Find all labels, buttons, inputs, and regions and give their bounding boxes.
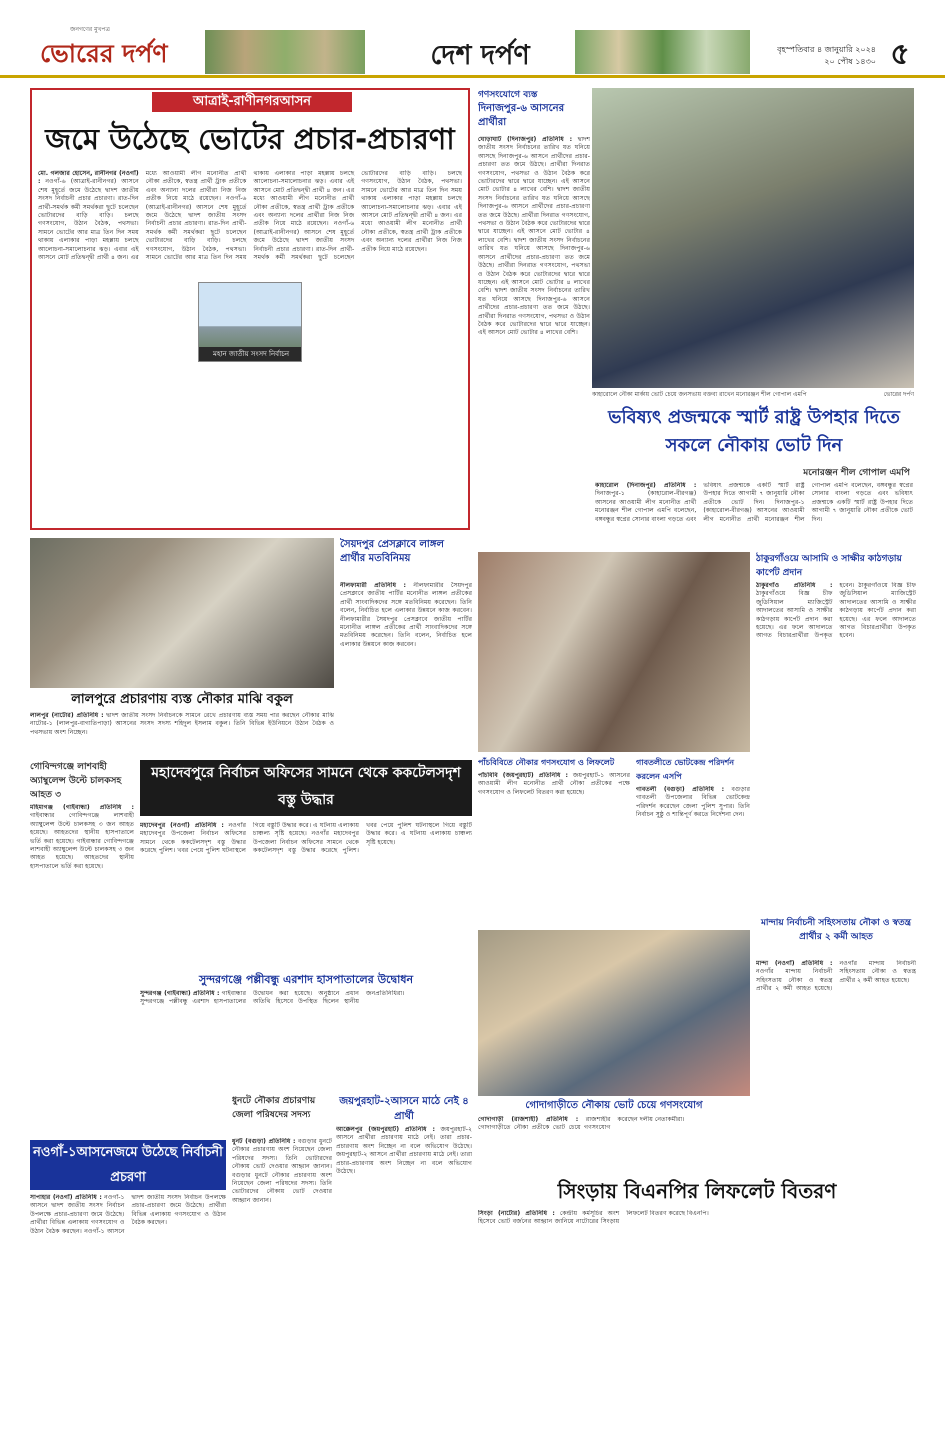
mohadevpur-body [140, 822, 472, 970]
dhunat-body [232, 1138, 332, 1442]
lead-byline: মো. গলজার হোসেন, রানীনগর (নওগাঁ) : [38, 170, 139, 186]
header-photo-strip-right [575, 30, 750, 74]
thakurgaon-byline: ঠাকুরগাঁও প্রতিনিধি : [756, 582, 833, 589]
manda-byline: মান্দা (নওগাঁ) প্রতিনিধি : [756, 960, 833, 967]
story-dinajpur6-text4: দ্বাদশ জাতীয় সংসদ নির্বাচনের তারিখ যত ঘনিয়ে আসছে দিনাজপুর-৬ আসনে প্রার্থীদের প্রচার-প্রচারণা তত জমে উঠছে। প্রার্থীরা দিনরাত গণসংযোগ, পথসভা ও উঠান বৈঠক করে ভোটারদের দ্বারে দ্বারে যাচ্ছেন। এই আসনে মোট ভোটার ৪ লাখের বেশি। [478, 287, 590, 337]
mohadevpur-byline: মহাদেবপুর (নওগাঁ) প্রতিনিধি : [140, 822, 224, 829]
lead-headline: জমে উঠেছে ভোটের প্রচার-প্রচারণা [45, 122, 455, 156]
saidpur-body-text2: নীলফামারীর সৈয়দপুর প্রেসক্লাবে জাতীয় পার্টির মনোনীত লাঙ্গল প্রতীকের প্রার্থী সাংবাদিকদের সঙ্গে মতবিনিময় করেছেন। তিনি বলেন, নির্বাচিত হলে এলাকার উন্নয়নে কাজ করবেন। [340, 615, 472, 648]
lalpur-photo [30, 538, 334, 688]
naogaon1-headline: নওগাঁ-১আসনেজমে উঠেছে নির্বাচনী প্রচরণা [30, 1140, 226, 1190]
gobindaganj-byline: মহিমাগঞ্জ (গাইবান্ধা) প্রতিনিধি : [30, 804, 134, 811]
story-dinajpur6 [478, 88, 590, 528]
campaign-rally-photo [592, 88, 914, 388]
logo-tagline: জনগণের মুখপত্র [70, 26, 110, 33]
panchbibi-headline: পাঁচবিবিতে নৌকার গণসংযোগ ও লিফলেট [478, 758, 615, 767]
feature-body-text2: দিনাজপুর-১ (কাহারোল-বীরগঞ্জ) আসনের আওয়ামী লীগ মনোনীত প্রার্থী মনোরঞ্জন শীল গোপাল এমপি বলেছেন, বঙ্গবন্ধুর স্বপ্নের সোনার বাংলা গড়তে এবং ভবিষ্যৎ প্রজন্মকে একটি স্মার্ট রাষ্ট্র উপহার দিতে আগামী ৭ জানুয়ারি নৌকা প্রতীকে ভোট দিন। [703, 482, 913, 523]
singra-headline: সিংড়ায় বিএনপির লিফলেট বিতরণ [557, 1179, 837, 1203]
naogaon1-body [30, 1194, 226, 1440]
dhunat-story [232, 1094, 332, 1442]
manda-body-text2: নওগাঁর মান্দায় নির্বাচনী সহিংসতায় নৌকা ও স্বতন্ত্র প্রার্থীর ২ কর্মী আহত হয়েছে। [839, 960, 916, 984]
thakurgaon-body-text: ঠাকুরগাঁওয়ে বিজ্ঞ চীফ জুডিসিয়াল ম্যাজিস্ট্রেট আদালতের আসামি ও সাক্ষীর কাঠগড়ায় কার্পেট প্রদান করা হয়েছে। এর ফলে আদালতে আগত বিচারপ্রার্থীরা উপকৃত হবেন। [756, 582, 855, 640]
dhunat-byline: ধুনট (বগুড়া) প্রতিনিধি : [232, 1138, 296, 1145]
gobindaganj-story [30, 760, 134, 1136]
godagari-body-text: রাজশাহীর গোদাগাড়ীতে নৌকা প্রতীকে ভোট চেয়ে গণসংযোগ করেছেন দলীয় নেতাকর্মীরা। [478, 1116, 685, 1132]
sundarganj-body [140, 990, 472, 1092]
thakurgaon-body-text2: ঠাকুরগাঁওয়ে বিজ্ঞ চীফ জুডিসিয়াল ম্যাজিস্ট্রেট আদালতের আসামি ও সাক্ষীর কাঠগড়ায় কার্পেট প্রদান করা হয়েছে। এর ফলে আদালতে আগত বিচারপ্রার্থীরা উপকৃত হবেন। [839, 582, 916, 640]
naogaon1-body-text: নওগাঁ-১ আসনে দ্বাদশ জাতীয় সংসদ নির্বাচন উপলক্ষে প্রচার-প্রচারণা জমে উঠেছে। প্রার্থীরা বিভিন্ন এলাকায় গণসংযোগ ও উঠান বৈঠক করছেন। [30, 1194, 125, 1235]
header-photo-strip-left [205, 30, 365, 74]
joypurhat-byline: আক্কেলপুর (জয়পুরহাট) প্রতিনিধি : [336, 1126, 435, 1133]
singra-byline: সিংড়া (নাটোর) প্রতিনিধি : [478, 1210, 555, 1217]
manda-story [756, 916, 916, 1216]
sundarganj-body-text: গাইবান্ধার সুন্দরগঞ্জে পল্লীবন্ধু এরশাদ হাসপাতালের উদ্বোধন করা হয়েছে। অনুষ্ঠানে প্রধান অতিথি হিসেবে উপস্থিত ছিলেন স্থানীয় জনপ্রতিনিধিরা। [140, 990, 405, 1006]
story-dinajpur6-headline: দিনাজপুর-৬ আসনের প্রার্থীরা [478, 103, 565, 128]
campaign-rally-photo-caption: কাহারোলে নৌকা মার্কায় ভোট চেয়ে জনসভায় বক্তব্য রাখেন মনোরঞ্জন শীল গোপাল এমপি [592, 391, 807, 398]
masthead [0, 0, 945, 78]
joypurhat-body [336, 1126, 472, 1442]
lead-story-box [30, 88, 470, 530]
manda-headline: মান্দায় নির্বাচনী সহিংসতায় নৌকা ও স্বতন্ত্র প্রার্থীর ২ কর্মী আহত [760, 918, 912, 942]
saidpur-byline: নীলফামারী প্রতিনিধি : [340, 582, 407, 589]
singra-body-text: কেন্দ্রীয় কর্মসূচির অংশ হিসেবে ভোট বর্জনের আহ্বান জানিয়ে নাটোরের সিংড়ায় লিফলেট বিতরণ করেছে বিএনপি। [478, 1210, 709, 1226]
lalpur-byline: লালপুর (নাটোর) প্রতিনিধি : [30, 712, 104, 719]
godagari-caption: গোদাগাড়ীতে নৌকায় ভোট চেয়ে গণসংযোগ [525, 1100, 703, 1111]
thakurgaon-story [756, 552, 916, 912]
lead-body-part1: নওগাঁ-৬ (আত্রাই-রানীনগর) আসনে শেষ মুহূর্তে জমে উঠেছে দ্বাদশ জাতীয় সংসদ নির্বাচনী প্রচার প্রচারণা। রাত-দিন প্রার্থী-সমর্থক কর্মী সমর্থকরা ছুটে চলেছেন ভোটারদের বাড়ি বাড়ি। চলছে গণসংযোগ, উঠান বৈঠক, পথসভা। সামনে ভোটের আর মাত্র তিন দিন সময় থাকায় এলাকার পাড়া মহল্লায় চলছে আলোচনা-সমালোচনার ঝড়। এবার এই আসনে মোট প্রতিদ্বন্দ্বী প্রার্থী ৪ জন। এর মধ্যে আওয়ামী লীগ মনোনীত প্রার্থী নৌকা প্রতীকে, স্বতন্ত্র প্রার্থী ট্রাক প্রতীকে এবং অন্যান্য দলের প্রার্থীরা নিজ নিজ প্রতীক নিয়ে মাঠে রয়েছেন। [38, 170, 247, 262]
saidpur-body [340, 582, 472, 764]
story-dinajpur6-byline: ঘোড়াঘাট (দিনাজপুর) প্রতিনিধি : [478, 136, 573, 143]
naogaon1-body-text2: নওগাঁ-১ আসনে দ্বাদশ জাতীয় সংসদ নির্বাচন উপলক্ষে প্রচার-প্রচারণা জমে উঠেছে। প্রার্থীরা বিভিন্ন এলাকায় গণসংযোগ ও উঠান বৈঠক করছেন। [84, 1194, 226, 1235]
mohadevpur-body-text: নওগাঁর মহাদেবপুর উপজেলা নির্বাচন অফিসের সামনে থেকে ককটেলসদৃশ বস্তু উদ্ধার করেছে পুলিশ। খবর পেয়ে পুলিশ ঘটনাস্থলে গিয়ে বস্তুটি উদ্ধার করে। এ ঘটনায় এলাকায় চাঞ্চল্য সৃষ্টি হয়েছে। [140, 822, 359, 855]
parliament-image-caption: মহান জাতীয় সংসদ নির্বাচন [199, 347, 302, 361]
sundarganj-byline: সুন্দরগঞ্জ (গাইবান্ধা) প্রতিনিধি : [140, 990, 220, 997]
gabtali-byline: গাবতলী (বগুড়া) প্রতিনিধি : [636, 786, 725, 793]
feature-body [595, 482, 913, 548]
sundarganj-story [140, 972, 472, 1092]
godagari-photo [478, 930, 750, 1096]
date-bengali: ২০ পৌষ ১৪৩০ [824, 57, 876, 66]
lead-kicker: আত্রাই-রাণীনগরআসন [152, 92, 352, 112]
lead-body-part3: নওগাঁ-৬ (আত্রাই-রানীনগর) আসনে শেষ মুহূর্তে জমে উঠেছে দ্বাদশ জাতীয় সংসদ নির্বাচনী প্রচার প্রচারণা। রাত-দিন প্রার্থী-সমর্থক কর্মী সমর্থকরা ছুটে চলেছেন ভোটারদের বাড়ি বাড়ি। চলছে গণসংযোগ, উঠান বৈঠক, পথসভা। সামনে ভোটের আর মাত্র তিন দিন সময় থাকায় এলাকার পাড়া মহল্লায় চলছে আলোচনা-সমালোচনার ঝড়। এবার এই আসনে মোট প্রতিদ্বন্দ্বী প্রার্থী ৪ জন। এর মধ্যে আওয়ামী লীগ মনোনীত প্রার্থী নৌকা প্রতীকে, স্বতন্ত্র প্রার্থী ট্রাক প্রতীকে এবং অন্যান্য দলের প্রার্থীরা নিজ নিজ প্রতীক নিয়ে মাঠে রয়েছেন। [253, 170, 462, 262]
mohadevpur-headline: মহাদেবপুরে নির্বাচন অফিসের সামনে থেকে ককটেলসদৃশ বস্তু উদ্ধার [140, 760, 472, 816]
section-title: দেশ দর্পণ [430, 40, 530, 71]
story-dinajpur6-text3: দ্বাদশ জাতীয় সংসদ নির্বাচনের তারিখ যত ঘনিয়ে আসছে দিনাজপুর-৬ আসনে প্রার্থীদের প্রচার-প্রচারণা তত জমে উঠছে। প্রার্থীরা দিনরাত গণসংযোগ, পথসভা ও উঠান বৈঠক করে ভোটারদের দ্বারে দ্বারে যাচ্ছেন। এই আসনে মোট ভোটার ৪ লাখের বেশি। [478, 236, 590, 295]
thakurgaon-body [756, 582, 916, 912]
story-dinajpur6-text2: দ্বাদশ জাতীয় সংসদ নির্বাচনের তারিখ যত ঘনিয়ে আসছে দিনাজপুর-৬ আসনে প্রার্থীদের প্রচার-প্রচারণা তত জমে উঠছে। প্রার্থীরা দিনরাত গণসংযোগ, পথসভা ও উঠান বৈঠক করে ভোটারদের দ্বারে দ্বারে যাচ্ছেন। এই আসনে মোট ভোটার ৪ লাখের বেশি। [478, 186, 590, 244]
date-gregorian: বৃহস্পতিবার ৪ জানুয়ারি ২০২৪ [777, 45, 876, 54]
godagari-byline: গোদাগাড়ী (রাজশাহী) প্রতিনিধি : [478, 1116, 579, 1123]
saidpur-headline: সৈয়দপুর প্রেসক্লাবে লাঙ্গল প্রার্থীর মতবিনিময় [340, 539, 444, 564]
feature-dateline: কাহারোল (দিনাজপুর) প্রতিনিধি : [595, 482, 697, 489]
joypurhat-body-text2: জয়পুরহাট-২ আসনে প্রার্থীরা প্রচারণায় মাঠে নেই। তারা প্রচার-প্রচারণায় অংশ নিচ্ছেন না বলে অভিযোগ উঠেছে। [336, 1151, 472, 1176]
mohadevpur-body-text2: নওগাঁর মহাদেবপুর উপজেলা নির্বাচন অফিসের সামনে থেকে ককটেলসদৃশ বস্তু উদ্ধার করেছে পুলিশ। খবর পেয়ে পুলিশ ঘটনাস্থলে গিয়ে বস্তুটি উদ্ধার করে। এ ঘটনায় এলাকায় চাঞ্চল্য সৃষ্টি হয়েছে। [253, 822, 472, 855]
publication-date [756, 44, 876, 68]
panchbibi-byline: পাঁচবিবি (জয়পুরহাট) প্রতিনিধি : [478, 772, 568, 779]
story-dinajpur6-kicker: গণসংযোগে ব্যস্ত [478, 90, 538, 100]
lalpur-headline: লালপুরে প্রচারণায় ব্যস্ত নৌকার মাঝি বকুল [71, 692, 293, 707]
feature-body-text: দিনাজপুর-১ (কাহারোল-বীরগঞ্জ) আসনের আওয়ামী লীগ মনোনীত প্রার্থী মনোরঞ্জন শীল গোপাল এমপি বলেছেন, বঙ্গবন্ধুর স্বপ্নের সোনার বাংলা গড়তে এবং ভবিষ্যৎ প্রজন্মকে একটি স্মার্ট রাষ্ট্র উপহার দিতে আগামী ৭ জানুয়ারি নৌকা প্রতীকে ভোট দিন। [595, 482, 805, 523]
singra-body [478, 1210, 916, 1440]
story-dinajpur6-body [478, 136, 590, 528]
photo-credit: ভোরের দর্পণ [883, 391, 914, 398]
panchbibi-body-text: জয়পুরহাট-১ আসনের আওয়ামী লীগ মনোনীত প্রার্থী নৌকা প্রতীকের পক্ষে গণসংযোগ ও লিফলেট বিতরণ করা হয়েছে। [478, 772, 630, 796]
story-dinajpur6-text: দ্বাদশ জাতীয় সংসদ নির্বাচনের তারিখ যত ঘনিয়ে আসছে দিনাজপুর-৬ আসনে প্রার্থীদের প্রচার-প্রচারণা তত জমে উঠছে। প্রার্থীরা দিনরাত গণসংযোগ, পথসভা ও উঠান বৈঠক করে ভোটারদের দ্বারে দ্বারে যাচ্ছেন। এই আসনে মোট ভোটার ৪ লাখের বেশি। [478, 136, 590, 194]
lalpur-body [30, 712, 334, 754]
singra-story [478, 1176, 916, 1440]
panchbibi-body [478, 772, 630, 866]
gabtali-body [636, 786, 750, 926]
joypurhat-body-text: জয়পুরহাট-২ আসনে প্রার্থীরা প্রচারণায় মাঠে নেই। তারা প্রচার-প্রচারণায় অংশ নিচ্ছেন না বলে অভিযোগ উঠেছে। [336, 1126, 472, 1150]
parliament-image [198, 282, 302, 362]
lead-body-part2: নওগাঁ-৬ (আত্রাই-রানীনগর) আসনে শেষ মুহূর্তে জমে উঠেছে দ্বাদশ জাতীয় সংসদ নির্বাচনী প্রচার প্রচারণা। রাত-দিন প্রার্থী-সমর্থক কর্মী সমর্থকরা ছুটে চলেছেন ভোটারদের বাড়ি বাড়ি। চলছে গণসংযোগ, উঠান বৈঠক, পথসভা। সামনে ভোটের আর মাত্র তিন দিন সময় থাকায় এলাকার পাড়া মহল্লায় চলছে আলোচনা-সমালোচনার ঝড়। এবার এই আসনে মোট প্রতিদ্বন্দ্বী প্রার্থী ৪ জন। এর মধ্যে আওয়ামী লীগ মনোনীত প্রার্থী নৌকা প্রতীকে, স্বতন্ত্র প্রার্থী ট্রাক প্রতীকে এবং অন্যান্য দলের প্রার্থীরা নিজ নিজ প্রতীক নিয়ে মাঠে রয়েছেন। [145, 170, 355, 262]
gabtali-headline: গাবতলীতে ভোটকেন্দ্র পরিদর্শন করলেন এসপি [636, 758, 735, 781]
dhunat-body-text: বগুড়ার ধুনটে নৌকার প্রচারণায় অংশ নিয়েছেন জেলা পরিষদের সদস্য। তিনি ভোটারদের নৌকায় ভোট দেওয়ার আহ্বান জানান। [232, 1138, 332, 1171]
panchbibi-story [478, 756, 630, 866]
feature-byline-name: মনোরঞ্জন শীল গোপাল এমপি [803, 468, 910, 478]
feature-headline: ভবিষ্যৎ প্রজন্মকে স্মার্ট রাষ্ট্র উপহার দিতে সকলে নৌকায় ভোট দিন [608, 407, 900, 456]
naogaon1-byline: সাপাহার (নওগাঁ) প্রতিনিধি : [30, 1194, 102, 1201]
gobindaganj-body-text: গাইবান্ধার গোবিন্দগঞ্জে লাশবাহী অ্যাম্বুলেন্স উল্টে চালকসহ ৩ জন আহত হয়েছে। আহতদের স্থানীয় হাসপাতালে ভর্তি করা হয়েছে। [30, 812, 134, 845]
manda-body-text: নওগাঁর মান্দায় নির্বাচনী সহিংসতায় নৌকা ও স্বতন্ত্র প্রার্থীর ২ কর্মী আহত হয়েছে। [756, 968, 833, 993]
mohadevpur-story [140, 760, 472, 970]
gobindaganj-headline: গোবিন্দগঞ্জে লাশবাহী অ্যাম্বুলেন্স উল্টে চালকসহ আহত ৩ [30, 762, 122, 800]
joypurhat-headline: জয়পুরহাট-২আসনে মাঠে নেই ৪ প্রার্থী [339, 1096, 469, 1122]
joypurhat-story [336, 1094, 472, 1442]
gabtali-body-text: বগুড়ার গাবতলী উপজেলার বিভিন্ন ভোটকেন্দ্র পরিদর্শন করেছেন জেলা পুলিশ সুপার। তিনি নির্বাচন সুষ্ঠু ও শান্তিপূর্ণ করতে নির্দেশনা দেন। [636, 786, 750, 819]
saidpur-body-text: নীলফামারীর সৈয়দপুর প্রেসক্লাবে জাতীয় পার্টির মনোনীত লাঙ্গল প্রতীকের প্রার্থী সাংবাদিকদের সঙ্গে মতবিনিময় করেছেন। তিনি বলেন, নির্বাচিত হলে এলাকার উন্নয়নে কাজ করবেন। [340, 582, 472, 615]
saidpur-story [340, 538, 472, 764]
group-meeting-photo [478, 552, 750, 752]
newspaper-logo: ভোরের দর্পণ [40, 39, 168, 68]
godagari-body [478, 1116, 750, 1170]
sundarganj-headline: সুন্দরগঞ্জে পল্লীবন্ধু এরশাদ হাসপাতালের উদ্বোধন [198, 973, 414, 986]
lalpur-body-text: দ্বাদশ জাতীয় সংসদ নির্বাচনকে সামনে রেখে প্রচারণায় ব্যস্ত সময় পার করছেন নৌকার মাঝি নাটোর-১ (লালপুর-বাগাতিপাড়া) আসনের সংসদ সদস্য শহিদুল ইসলাম বকুল। তিনি বিভিন্ন ইউনিয়নে উঠান বৈঠক ও পথসভায় অংশ নিচ্ছেন। [30, 712, 334, 736]
naogaon1-story [30, 1140, 226, 1440]
gobindaganj-body-text2: গাইবান্ধার গোবিন্দগঞ্জে লাশবাহী অ্যাম্বুলেন্স উল্টে চালকসহ ৩ জন আহত হয়েছে। আহতদের স্থানীয় হাসপাতালে ভর্তি করা হয়েছে। [30, 837, 134, 870]
lead-body [38, 170, 462, 522]
page-number: ৫ [890, 40, 910, 70]
dhunat-headline: ধুনটে নৌকার প্রচারণায় জেলা পরিষদের সদস্য [232, 1096, 316, 1120]
thakurgaon-headline: ঠাকুরগাঁওয়ে আসামি ও সাক্ষীর কাঠগড়ায় কার্পেট প্রদান [756, 554, 902, 578]
dhunat-body-text2: বগুড়ার ধুনটে নৌকার প্রচারণায় অংশ নিয়েছেন জেলা পরিষদের সদস্য। তিনি ভোটারদের নৌকায় ভোট দেওয়ার আহ্বান জানান। [232, 1171, 332, 1204]
gabtali-story [636, 756, 750, 926]
gobindaganj-body [30, 804, 134, 1136]
